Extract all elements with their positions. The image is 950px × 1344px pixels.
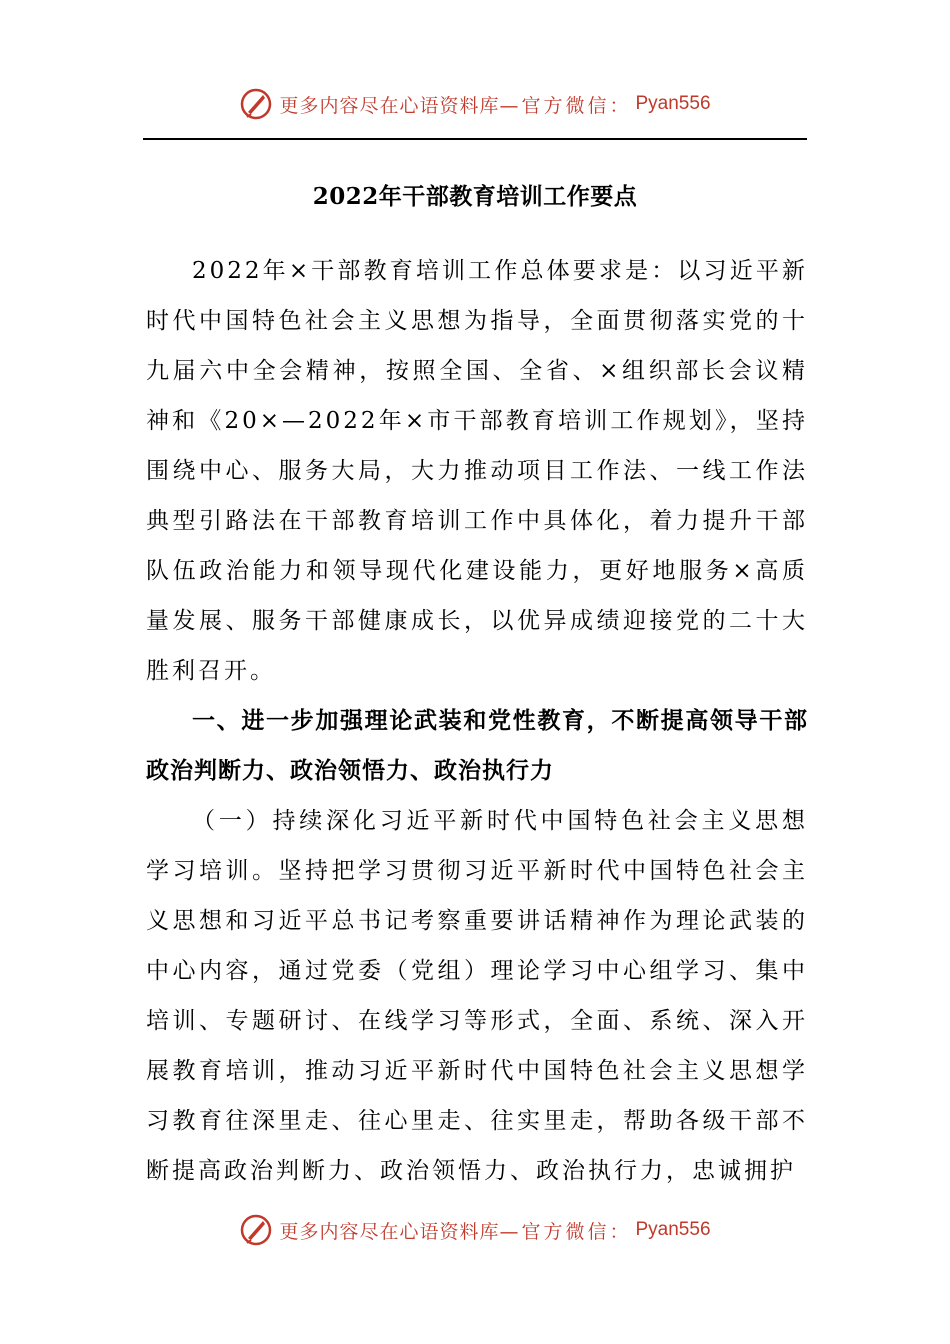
section-heading-1: 一、进一步加强理论武装和党性教育，不断提高领导干部政治判断力、政治领悟力、政治执行力 — [146, 708, 808, 784]
header-watermark — [0, 84, 950, 124]
paragraph-intro: 2022年×干部教育培训工作总体要求是：以习近平新时代中国特色社会主义思想为指导，全面贯彻落实党的十九届六中全会精神，按照全国、全省、×组织部长会议精神和《20×—2022年×市干部教育培训工作规划》，坚持围绕中心、服务大局，大力推动项目工作法、一线工作法典型引路法在干部教育培训工作中具体化，着力提升干部队伍政治能力和领导现代化建设能力，更好地服务×高质量发展、服务干部健康成长，以优异成绩迎接党的二十大胜利召开。 — [146, 258, 808, 684]
watermark-account: Pyan556 — [635, 1219, 711, 1240]
quill-logo-icon — [239, 1213, 273, 1247]
document-title: 2022年干部教育培训工作要点 — [312, 183, 638, 210]
paragraph-subsection-1: （一）持续深化习近平新时代中国特色社会主义思想学习培训。坚持把学习贯彻习近平新时代中国特色社会主义思想和习近平总书记考察重要讲话精神作为理论武装的中心内容，通过党委（党组）理论学习中心组学习、集中培训、专题研讨、在线学习等形式，全面、系统、深入开展教育培训，推动习近平新时代中国特色社会主义思想学习教育往深里走、往心里走、往实里走，帮助各级干部不断提高政治判断力、政治领悟力、政治执行力，忠诚拥护 — [146, 808, 808, 1184]
watermark-contact: —官方微信： — [499, 94, 632, 117]
watermark-brand: 更多内容尽在心语资料库 — [279, 94, 500, 117]
watermark-account: Pyan556 — [635, 93, 711, 114]
watermark-contact: —官方微信： — [499, 1220, 632, 1243]
footer-watermark — [0, 1210, 950, 1250]
quill-logo-icon — [239, 87, 273, 121]
document-body — [146, 246, 808, 1196]
header-divider — [143, 138, 807, 140]
watermark-brand: 更多内容尽在心语资料库 — [279, 1220, 500, 1243]
